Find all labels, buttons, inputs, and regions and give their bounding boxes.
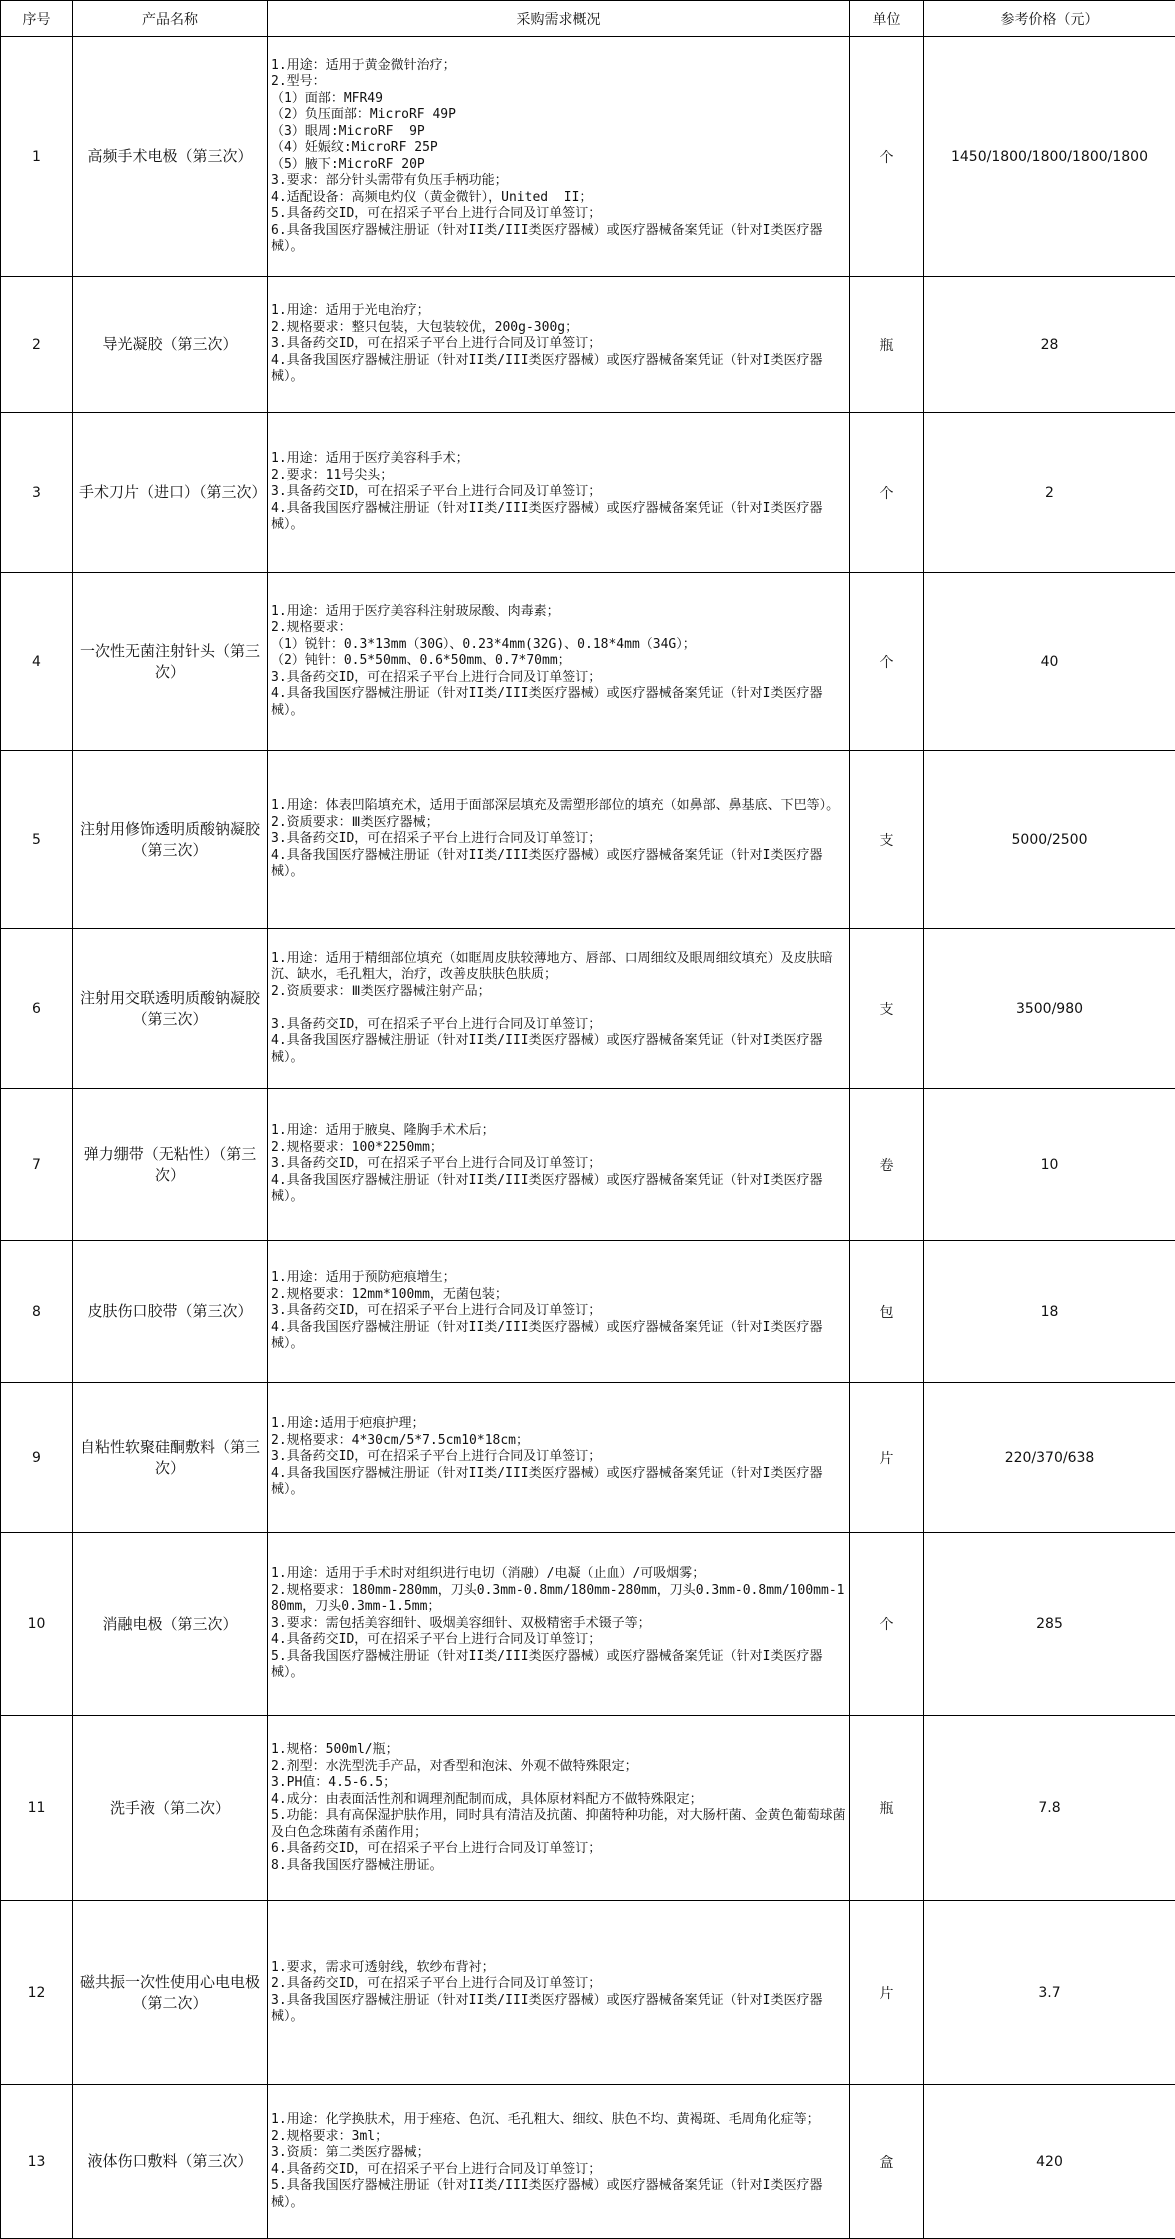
price-cell: 40 [924, 573, 1175, 751]
requirement-line: 2.资质要求：Ⅲ类医疗器械； [271, 815, 846, 832]
requirement-line: 3.具备药交ID，可在招采子平台上进行合同及订单签订； [271, 484, 846, 501]
requirement-cell [268, 1533, 850, 1716]
requirement-line: 1.用途：适用于光电治疗； [271, 303, 846, 320]
price-cell: 2 [924, 413, 1175, 573]
row-index: 9 [1, 1383, 73, 1533]
price-cell: 7.8 [924, 1716, 1175, 1901]
table-row [1, 277, 1175, 413]
unit-cell: 个 [850, 573, 924, 751]
requirement-cell [268, 2085, 850, 2239]
requirement-line: 4.具备我国医疗器械注册证（针对II类/III类医疗器械）或医疗器械备案凭证（针对I类医疗器械）。 [271, 353, 846, 386]
price-cell: 5000/2500 [924, 751, 1175, 929]
requirement-line: 5.具备药交ID，可在招采子平台上进行合同及订单签订； [271, 206, 846, 223]
row-index: 6 [1, 929, 73, 1089]
requirement-line: 3.PH值：4.5-6.5； [271, 1775, 846, 1792]
requirement-line: 3.具备药交ID，可在招采子平台上进行合同及订单签订； [271, 1017, 846, 1034]
product-name: 洗手液（第二次） [73, 1716, 268, 1901]
requirement-line: 3.具备药交ID，可在招采子平台上进行合同及订单签订； [271, 1303, 846, 1320]
requirement-line: （2）负压面部：MicroRF 49P [271, 107, 846, 124]
product-name: 导光凝胶（第三次） [73, 277, 268, 413]
requirement-line: 2.规格要求：整只包装，大包装较优，200g-300g； [271, 320, 846, 337]
requirement-line: 3.要求：部分针头需带有负压手柄功能； [271, 173, 846, 190]
requirement-line: 2.规格要求： [271, 620, 846, 637]
requirement-line: 2.要求：11号尖头； [271, 468, 846, 485]
unit-cell: 包 [850, 1241, 924, 1383]
table-body [1, 37, 1175, 2239]
row-index: 11 [1, 1716, 73, 1901]
requirement-line: 2.规格要求：4*30cm/5*7.5cm10*18cm； [271, 1433, 846, 1450]
requirement-line: 2.规格要求：3ml； [271, 2129, 846, 2146]
requirement-line: 5.功能：具有高保湿护肤作用，同时具有清洁及抗菌、抑菌特种功能，对大肠杆菌、金黄色葡萄球菌及白色念珠菌有杀菌作用； [271, 1808, 846, 1841]
product-name: 液体伤口敷料（第三次） [73, 2085, 268, 2239]
price-cell: 18 [924, 1241, 1175, 1383]
product-name: 自粘性软聚硅酮敷料（第三次） [73, 1383, 268, 1533]
row-index: 1 [1, 37, 73, 277]
product-name: 皮肤伤口胶带（第三次） [73, 1241, 268, 1383]
requirement-line: 1.用途：适用于医疗美容科注射玻尿酸、肉毒素； [271, 604, 846, 621]
requirement-line: 1.用途：化学换肤术，用于痤疮、色沉、毛孔粗大、细纹、肤色不均、黄褐斑、毛周角化症等； [271, 2112, 846, 2129]
table-row [1, 929, 1175, 1089]
requirement-line: 2.具备药交ID，可在招采子平台上进行合同及订单签订； [271, 1976, 846, 1993]
price-cell: 3.7 [924, 1901, 1175, 2085]
row-index: 7 [1, 1089, 73, 1241]
requirement-line: 2.剂型：水洗型洗手产品，对香型和泡沫、外观不做特殊限定； [271, 1759, 846, 1776]
requirement-line: （2）钝针：0.5*50mm、0.6*50mm、0.7*70mm； [271, 653, 846, 670]
table-row [1, 573, 1175, 751]
requirement-line: 6.具备我国医疗器械注册证（针对II类/III类医疗器械）或医疗器械备案凭证（针对I类医疗器械）。 [271, 223, 846, 256]
requirement-line: （4）妊娠纹:MicroRF 25P [271, 140, 846, 157]
requirement-line: 4.具备我国医疗器械注册证（针对II类/III类医疗器械）或医疗器械备案凭证（针对I类医疗器械）。 [271, 1320, 846, 1353]
row-index: 5 [1, 751, 73, 929]
requirement-line: 3.要求：需包括美容细针、吸烟美容细针、双极精密手术镊子等； [271, 1616, 846, 1633]
price-cell: 220/370/638 [924, 1383, 1175, 1533]
requirement-cell [268, 1241, 850, 1383]
price-cell: 285 [924, 1533, 1175, 1716]
row-index: 2 [1, 277, 73, 413]
requirement-cell [268, 413, 850, 573]
header-price: 参考价格（元） [924, 1, 1175, 37]
header-requirement: 采购需求概况 [268, 1, 850, 37]
row-index: 8 [1, 1241, 73, 1383]
table-row [1, 1533, 1175, 1716]
requirement-line: 1.用途：适用于医疗美容科手术； [271, 451, 846, 468]
row-index: 10 [1, 1533, 73, 1716]
requirement-cell [268, 751, 850, 929]
row-index: 13 [1, 2085, 73, 2239]
price-cell: 420 [924, 2085, 1175, 2239]
product-name: 注射用修饰透明质酸钠凝胶（第三次） [73, 751, 268, 929]
requirement-line: 3.具备药交ID，可在招采子平台上进行合同及订单签订； [271, 831, 846, 848]
requirement-line: 2.规格要求：180mm-280mm，刀头0.3mm-0.8mm/180mm-280mm，刀头0.3mm-0.8mm/100mm-180mm，刀头0.3mm-1.5mm； [271, 1583, 846, 1616]
requirement-line: 3.具备药交ID，可在招采子平台上进行合同及订单签订； [271, 1156, 846, 1173]
table-row [1, 1716, 1175, 1901]
header-row [1, 1, 1175, 37]
price-cell: 28 [924, 277, 1175, 413]
unit-cell: 盒 [850, 2085, 924, 2239]
unit-cell: 片 [850, 1901, 924, 2085]
requirement-line: （1）锐针：0.3*13mm（30G）、0.23*4mm(32G)、0.18*4mm（34G）； [271, 637, 846, 654]
header-index: 序号 [1, 1, 73, 37]
requirement-line: 4.具备药交ID，可在招采子平台上进行合同及订单签订； [271, 2162, 846, 2179]
price-cell: 10 [924, 1089, 1175, 1241]
row-index: 4 [1, 573, 73, 751]
requirement-line: 4.具备我国医疗器械注册证（针对II类/III类医疗器械）或医疗器械备案凭证（针对I类医疗器械）。 [271, 501, 846, 534]
requirement-line: 3.具备药交ID，可在招采子平台上进行合同及订单签订； [271, 336, 846, 353]
table-row [1, 1241, 1175, 1383]
requirement-cell [268, 1383, 850, 1533]
requirement-cell [268, 573, 850, 751]
requirement-line: 1.要求，需求可透射线，软纱布背衬； [271, 1960, 846, 1977]
requirement-line: 3.具备药交ID，可在招采子平台上进行合同及订单签订； [271, 1449, 846, 1466]
price-cell: 3500/980 [924, 929, 1175, 1089]
requirement-line: 4.具备我国医疗器械注册证（针对II类/III类医疗器械）或医疗器械备案凭证（针对I类医疗器械）。 [271, 1173, 846, 1206]
table-row [1, 751, 1175, 929]
unit-cell: 个 [850, 37, 924, 277]
requirement-cell [268, 1089, 850, 1241]
product-name: 手术刀片（进口）（第三次） [73, 413, 268, 573]
row-index: 3 [1, 413, 73, 573]
requirement-line: 3.资质：第二类医疗器械； [271, 2145, 846, 2162]
requirement-line: 1.规格：500ml/瓶； [271, 1742, 846, 1759]
requirement-line: 2.资质要求：Ⅲ类医疗器械注射产品； [271, 984, 846, 1001]
header-name: 产品名称 [73, 1, 268, 37]
row-index: 12 [1, 1901, 73, 2085]
requirement-line: 2.型号： [271, 74, 846, 91]
table-row [1, 1383, 1175, 1533]
requirement-line: 4.具备药交ID，可在招采子平台上进行合同及订单签订； [271, 1632, 846, 1649]
requirement-line: 1.用途：体表凹陷填充术，适用于面部深层填充及需塑形部位的填充（如鼻部、鼻基底、下巴等）。 [271, 798, 846, 815]
requirement-line: （3）眼周:MicroRF 9P [271, 124, 846, 141]
unit-cell: 瓶 [850, 1716, 924, 1901]
requirement-line: （1）面部：MFR49 [271, 91, 846, 108]
requirement-line: 1.用途：适用于预防疤痕增生； [271, 1270, 846, 1287]
unit-cell: 瓶 [850, 277, 924, 413]
requirement-line: 1.用途：适用于腋臭、隆胸手术术后； [271, 1123, 846, 1140]
requirement-line: 6.具备药交ID，可在招采子平台上进行合同及订单签订； [271, 1841, 846, 1858]
product-name: 注射用交联透明质酸钠凝胶（第三次） [73, 929, 268, 1089]
requirement-line: 4.成分：由表面活性剂和调理剂配制而成，具体原材料配方不做特殊限定； [271, 1792, 846, 1809]
requirement-line: 4.具备我国医疗器械注册证（针对II类/III类医疗器械）或医疗器械备案凭证（针对I类医疗器械）。 [271, 686, 846, 719]
requirement-line: 2.规格要求：12mm*100mm，无菌包装； [271, 1287, 846, 1304]
table-row [1, 37, 1175, 277]
product-name: 弹力绷带（无粘性）（第三次） [73, 1089, 268, 1241]
requirement-line: 1.用途：适用于黄金微针治疗； [271, 58, 846, 75]
requirement-line [271, 1000, 846, 1017]
requirement-cell [268, 929, 850, 1089]
unit-cell: 个 [850, 1533, 924, 1716]
requirement-line: 2.规格要求：100*2250mm； [271, 1140, 846, 1157]
requirement-cell [268, 37, 850, 277]
requirement-cell [268, 1716, 850, 1901]
table-row [1, 413, 1175, 573]
requirement-line: 4.适配设备：高频电灼仪（黄金微针），United II； [271, 190, 846, 207]
requirement-line: 4.具备我国医疗器械注册证（针对II类/III类医疗器械）或医疗器械备案凭证（针对I类医疗器械）。 [271, 1466, 846, 1499]
unit-cell: 支 [850, 751, 924, 929]
table-row [1, 2085, 1175, 2239]
requirement-line: 8.具备我国医疗器械注册证。 [271, 1858, 846, 1875]
table-row [1, 1089, 1175, 1241]
table-row [1, 1901, 1175, 2085]
product-name: 磁共振一次性使用心电电极（第二次） [73, 1901, 268, 2085]
requirement-line: 4.具备我国医疗器械注册证（针对II类/III类医疗器械）或医疗器械备案凭证（针对I类医疗器械）。 [271, 1033, 846, 1066]
requirement-line: 5.具备我国医疗器械注册证（针对II类/III类医疗器械）或医疗器械备案凭证（针对I类医疗器械）。 [271, 2178, 846, 2211]
requirement-line: 1.用途：适用于手术时对组织进行电切（消融）/电凝（止血）/可吸烟雾； [271, 1566, 846, 1583]
requirement-line: 5.具备我国医疗器械注册证（针对II类/III类医疗器械）或医疗器械备案凭证（针对I类医疗器械）。 [271, 1649, 846, 1682]
unit-cell: 支 [850, 929, 924, 1089]
requirement-line: 3.具备药交ID，可在招采子平台上进行合同及订单签订； [271, 670, 846, 687]
requirement-line: 3.具备我国医疗器械注册证（针对II类/III类医疗器械）或医疗器械备案凭证（针对I类医疗器械）。 [271, 1993, 846, 2026]
requirement-cell [268, 1901, 850, 2085]
price-cell: 1450/1800/1800/1800/1800 [924, 37, 1175, 277]
product-name: 消融电极（第三次） [73, 1533, 268, 1716]
unit-cell: 片 [850, 1383, 924, 1533]
unit-cell: 卷 [850, 1089, 924, 1241]
requirement-line: 1.用途：适用于精细部位填充（如眶周皮肤较薄地方、唇部、口周细纹及眼周细纹填充）及皮肤暗沉、缺水，毛孔粗大，治疗，改善皮肤肤色肤质； [271, 951, 846, 984]
product-name: 高频手术电极（第三次） [73, 37, 268, 277]
requirement-cell [268, 277, 850, 413]
unit-cell: 个 [850, 413, 924, 573]
requirement-line: （5）腋下:MicroRF 20P [271, 157, 846, 174]
requirement-line: 4.具备我国医疗器械注册证（针对II类/III类医疗器械）或医疗器械备案凭证（针对I类医疗器械）。 [271, 848, 846, 881]
requirement-line: 1.用途:适用于疤痕护理； [271, 1416, 846, 1433]
product-name: 一次性无菌注射针头（第三次） [73, 573, 268, 751]
header-unit: 单位 [850, 1, 924, 37]
